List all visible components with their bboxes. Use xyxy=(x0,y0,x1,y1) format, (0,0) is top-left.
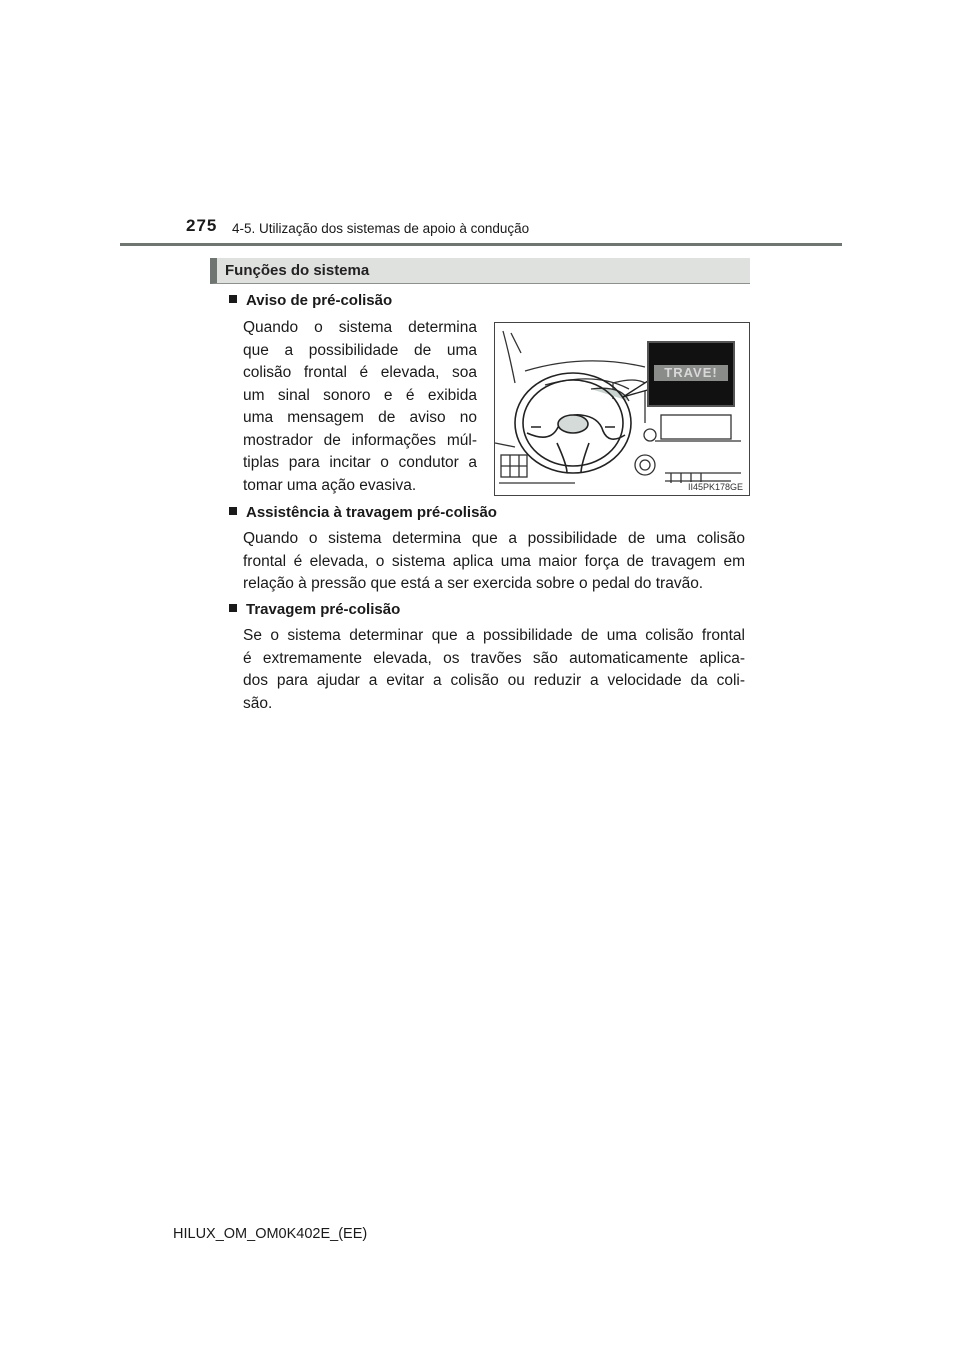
text-line: Quando o sistema determina xyxy=(243,319,477,336)
text-line: relação à pressão que está a ser exercida sobre o pedal do travão. xyxy=(243,575,704,592)
steering-wheel-icon xyxy=(515,373,631,473)
text-line: tomar uma ação evasiva. xyxy=(243,476,417,494)
page-number: 275 xyxy=(186,216,218,235)
text-line: colisão frontal é elevada, soa xyxy=(243,364,477,381)
display-callout xyxy=(647,341,735,407)
bullet-mark xyxy=(229,604,237,612)
figure-code: II45PK178GE xyxy=(687,482,743,492)
bullet-pre-collision-warning xyxy=(229,292,392,309)
bullet-pre-collision-brake-assist xyxy=(229,504,497,521)
text-line: são. xyxy=(243,694,273,712)
text-line: uma mensagem de aviso no xyxy=(243,409,477,426)
text-line: é extremamente elevada, os travões são automaticamente aplica- xyxy=(243,649,745,667)
dashboard-illustration xyxy=(494,322,750,496)
bullet-mark xyxy=(229,507,237,515)
bullet-mark xyxy=(229,295,237,303)
text-line: um sinal sonoro e é exibida xyxy=(243,386,477,404)
warning-message: TRAVE! xyxy=(654,365,728,381)
paragraph-pre-collision-brake-assist xyxy=(243,528,745,596)
bullet-pre-collision-braking xyxy=(229,601,400,618)
header-rule xyxy=(120,243,842,246)
section-heading xyxy=(210,258,750,284)
text-line: mostrador de informações múl- xyxy=(243,431,477,449)
paragraph-pre-collision-braking xyxy=(243,625,745,715)
text-line: frontal é elevada, o sistema aplica uma maior força de travagem em xyxy=(243,552,745,570)
chapter-title: 4-5. Utilização dos sistemas de apoio à condução xyxy=(232,221,530,236)
bullet-title: Travagem pré-colisão xyxy=(246,601,401,618)
section-heading-text: Funções do sistema xyxy=(225,262,370,279)
footer-doc-code: HILUX_OM_OM0K402E_(EE) xyxy=(173,1226,368,1242)
bullet-title: Aviso de pré-colisão xyxy=(246,292,393,309)
paragraph-pre-collision-warning xyxy=(243,317,477,497)
text-line: Se o sistema determinar que a possibilidade de uma colisão frontal xyxy=(243,627,745,644)
text-line: dos para ajudar a evitar a colisão ou reduzir a velocidade da coli- xyxy=(243,672,745,689)
text-line: Quando o sistema determina que a possibilidade de uma colisão xyxy=(243,530,745,547)
text-line: tiplas para incitar o condutor a xyxy=(243,454,477,471)
text-line: que a possibilidade de uma xyxy=(243,341,477,359)
bullet-title: Assistência à travagem pré-colisão xyxy=(246,504,497,521)
